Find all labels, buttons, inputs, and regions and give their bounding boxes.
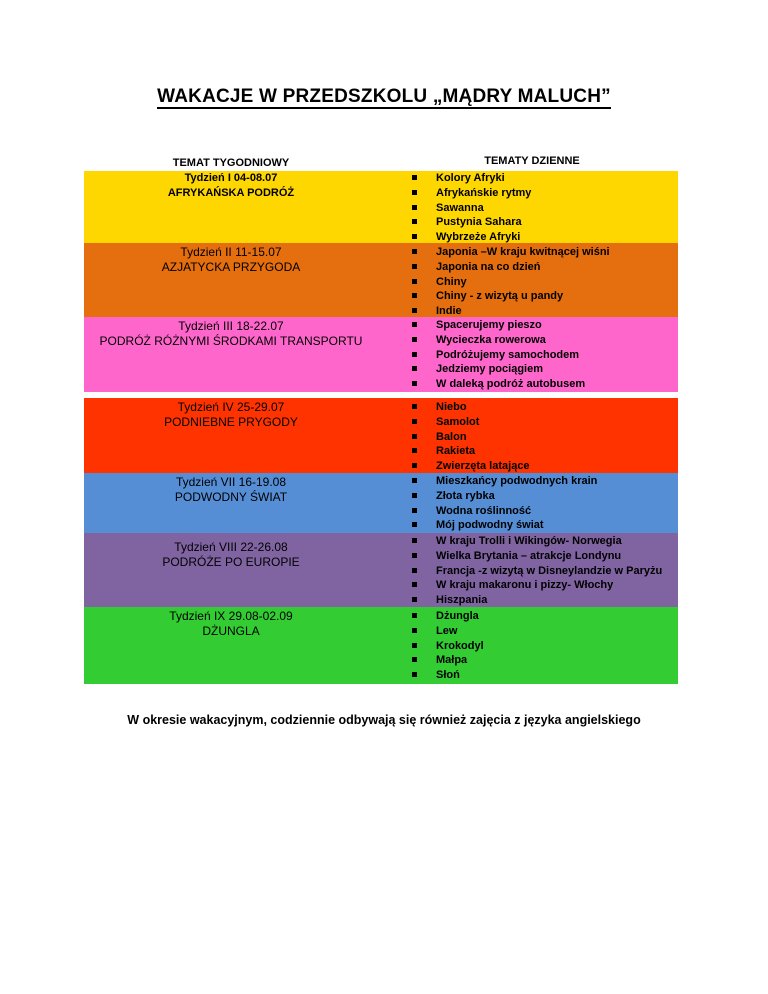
daily-theme-text: Podróżujemy samochodem bbox=[436, 348, 580, 361]
square-bullet-icon bbox=[412, 279, 417, 284]
daily-theme-item bbox=[84, 245, 678, 260]
daily-theme-item bbox=[84, 430, 678, 445]
header-weekly-theme: TEMAT TYGODNIOWY bbox=[172, 157, 290, 169]
daily-theme-text: Japonia na co dzień bbox=[436, 260, 541, 273]
square-bullet-icon bbox=[412, 205, 417, 210]
square-bullet-icon bbox=[412, 234, 417, 239]
week-theme-line: AZJATYCKA PRZYGODA bbox=[161, 260, 301, 274]
square-bullet-icon bbox=[412, 448, 417, 453]
daily-theme-text: Spacerujemy pieszo bbox=[436, 319, 542, 331]
week-theme-line: PODRÓŻE PO EUROPIE bbox=[162, 555, 300, 569]
daily-theme-item bbox=[84, 578, 678, 593]
square-bullet-icon bbox=[412, 643, 417, 648]
daily-theme-item bbox=[84, 186, 678, 201]
week-theme-line: PODRÓŻ RÓŻNYMI ŚRODKAMI TRANSPORTU bbox=[99, 334, 363, 348]
daily-theme-text: Kolory Afryki bbox=[436, 172, 505, 184]
daily-theme-text: Afrykańskie rytmy bbox=[436, 186, 532, 199]
daily-theme-item bbox=[84, 668, 678, 683]
daily-theme-text: Jedziemy pociągiem bbox=[436, 363, 543, 376]
daily-theme-text: Wybrzeże Afryki bbox=[436, 231, 521, 243]
daily-theme-text: Indie bbox=[436, 305, 462, 317]
daily-theme-text: Małpa bbox=[436, 654, 468, 667]
week-band bbox=[84, 243, 678, 317]
daily-theme-item bbox=[84, 415, 678, 430]
square-bullet-icon bbox=[412, 568, 417, 573]
daily-theme-text: Wielka Brytania – atrakcje Londynu bbox=[436, 549, 622, 562]
daily-theme-item bbox=[84, 377, 678, 392]
daily-theme-text: Sawanna bbox=[436, 201, 484, 214]
daily-theme-item bbox=[84, 518, 678, 533]
week-band bbox=[84, 317, 678, 392]
daily-theme-text: Dżungla bbox=[436, 610, 479, 622]
square-bullet-icon bbox=[412, 249, 417, 254]
week-theme-line: DŻUNGLA bbox=[202, 624, 260, 638]
daily-theme-text: Chiny bbox=[436, 275, 467, 288]
daily-theme-item bbox=[84, 489, 678, 504]
daily-theme-item bbox=[84, 474, 678, 489]
daily-theme-text: W kraju makaronu i pizzy- Włochy bbox=[436, 579, 614, 592]
daily-theme-item bbox=[84, 400, 678, 415]
square-bullet-icon bbox=[412, 613, 417, 618]
week-band bbox=[84, 533, 678, 607]
daily-theme-item bbox=[84, 333, 678, 348]
daily-theme-text: Lew bbox=[436, 624, 458, 637]
daily-theme-item bbox=[84, 609, 678, 624]
daily-theme-item bbox=[84, 624, 678, 639]
square-bullet-icon bbox=[412, 190, 417, 195]
square-bullet-icon bbox=[412, 522, 417, 527]
square-bullet-icon bbox=[412, 337, 417, 342]
week-theme-line: Tydzień IV 25-29.07 bbox=[177, 400, 285, 414]
square-bullet-icon bbox=[412, 478, 417, 483]
week-band bbox=[84, 473, 678, 533]
daily-theme-text: W kraju Trolli i Wikingów- Norwegia bbox=[436, 535, 622, 547]
daily-theme-text: Hiszpania bbox=[436, 594, 488, 606]
daily-theme-item bbox=[84, 534, 678, 549]
daily-theme-text: Pustynia Sahara bbox=[436, 216, 522, 229]
daily-theme-text: Wodna roślinność bbox=[436, 504, 532, 517]
week-theme-line: Tydzień I 04-08.07 bbox=[184, 172, 278, 184]
week-band bbox=[84, 607, 678, 684]
daily-theme-item bbox=[84, 459, 678, 474]
daily-theme-text: Mieszkańcy podwodnych krain bbox=[436, 475, 598, 487]
header-daily-themes: TEMATY DZIENNE bbox=[484, 155, 580, 167]
daily-theme-item bbox=[84, 593, 678, 608]
daily-theme-item bbox=[84, 215, 678, 230]
week-theme-line: Tydzień VII 16-19.08 bbox=[175, 475, 287, 489]
square-bullet-icon bbox=[412, 308, 417, 313]
week-theme-line: Tydzień II 11-15.07 bbox=[180, 245, 282, 259]
week-theme-line: Tydzień III 18-22.07 bbox=[178, 319, 284, 333]
daily-theme-item bbox=[84, 444, 678, 459]
daily-theme-item bbox=[84, 171, 678, 186]
square-bullet-icon bbox=[412, 352, 417, 357]
daily-theme-item bbox=[84, 653, 678, 668]
daily-theme-item bbox=[84, 260, 678, 275]
daily-theme-item bbox=[84, 289, 678, 304]
daily-theme-text: Chiny - z wizytą u pandy bbox=[436, 290, 564, 303]
square-bullet-icon bbox=[412, 553, 417, 558]
daily-theme-item bbox=[84, 549, 678, 564]
square-bullet-icon bbox=[412, 419, 417, 424]
week-theme-line: PODWODNY ŚWIAT bbox=[174, 490, 288, 504]
daily-theme-item bbox=[84, 318, 678, 333]
daily-theme-text: W daleką podróż autobusem bbox=[436, 378, 586, 390]
week-theme-line: PODNIEBNE PRYGODY bbox=[164, 415, 298, 429]
week-theme-line: Tydzień IX 29.08-02.09 bbox=[169, 609, 293, 623]
daily-theme-text: Złota rybka bbox=[436, 489, 495, 502]
daily-theme-item bbox=[84, 639, 678, 654]
daily-theme-item bbox=[84, 564, 678, 579]
square-bullet-icon bbox=[412, 366, 417, 371]
square-bullet-icon bbox=[412, 597, 417, 602]
page-title-text: WAKACJE W PRZEDSZKOLU „MĄDRY MALUCH” bbox=[157, 86, 611, 107]
daily-theme-text: Zwierzęta latające bbox=[436, 460, 530, 472]
daily-theme-item bbox=[84, 504, 678, 519]
square-bullet-icon bbox=[412, 628, 417, 633]
daily-theme-text: Samolot bbox=[436, 415, 480, 428]
daily-theme-item bbox=[84, 362, 678, 377]
daily-theme-text: Balon bbox=[436, 430, 467, 443]
week-theme-line: Tydzień VIII 22-26.08 bbox=[174, 540, 288, 554]
daily-theme-text: Słoń bbox=[436, 669, 460, 681]
week-band bbox=[84, 398, 678, 473]
square-bullet-icon bbox=[412, 434, 417, 439]
daily-theme-text: Japonia –W kraju kwitnącej wiśni bbox=[436, 246, 610, 258]
square-bullet-icon bbox=[412, 463, 417, 468]
square-bullet-icon bbox=[412, 582, 417, 587]
daily-theme-text: Niebo bbox=[436, 401, 467, 413]
square-bullet-icon bbox=[412, 293, 417, 298]
square-bullet-icon bbox=[412, 538, 417, 543]
daily-theme-text: Krokodyl bbox=[436, 639, 484, 652]
page-title bbox=[0, 86, 768, 108]
square-bullet-icon bbox=[412, 404, 417, 409]
square-bullet-icon bbox=[412, 672, 417, 677]
daily-theme-text: Francja -z wizytą w Disneylandzie w Paryżu bbox=[436, 564, 663, 577]
square-bullet-icon bbox=[412, 381, 417, 386]
square-bullet-icon bbox=[412, 508, 417, 513]
square-bullet-icon bbox=[412, 264, 417, 269]
daily-theme-text: Wycieczka rowerowa bbox=[436, 333, 546, 346]
square-bullet-icon bbox=[412, 219, 417, 224]
daily-theme-item bbox=[84, 201, 678, 216]
square-bullet-icon bbox=[412, 657, 417, 662]
square-bullet-icon bbox=[412, 493, 417, 498]
daily-theme-item bbox=[84, 348, 678, 363]
square-bullet-icon bbox=[412, 322, 417, 327]
square-bullet-icon bbox=[412, 175, 417, 180]
footer-note: W okresie wakacyjnym, codziennie odbywają się również zajęcia z języka angielskiego bbox=[127, 713, 641, 727]
daily-theme-item bbox=[84, 275, 678, 290]
week-theme-line: AFRYKAŃSKA PODRÓŻ bbox=[167, 187, 295, 199]
daily-theme-text: Rakieta bbox=[436, 445, 476, 458]
week-band bbox=[84, 171, 678, 243]
daily-theme-text: Mój podwodny świat bbox=[436, 519, 544, 532]
